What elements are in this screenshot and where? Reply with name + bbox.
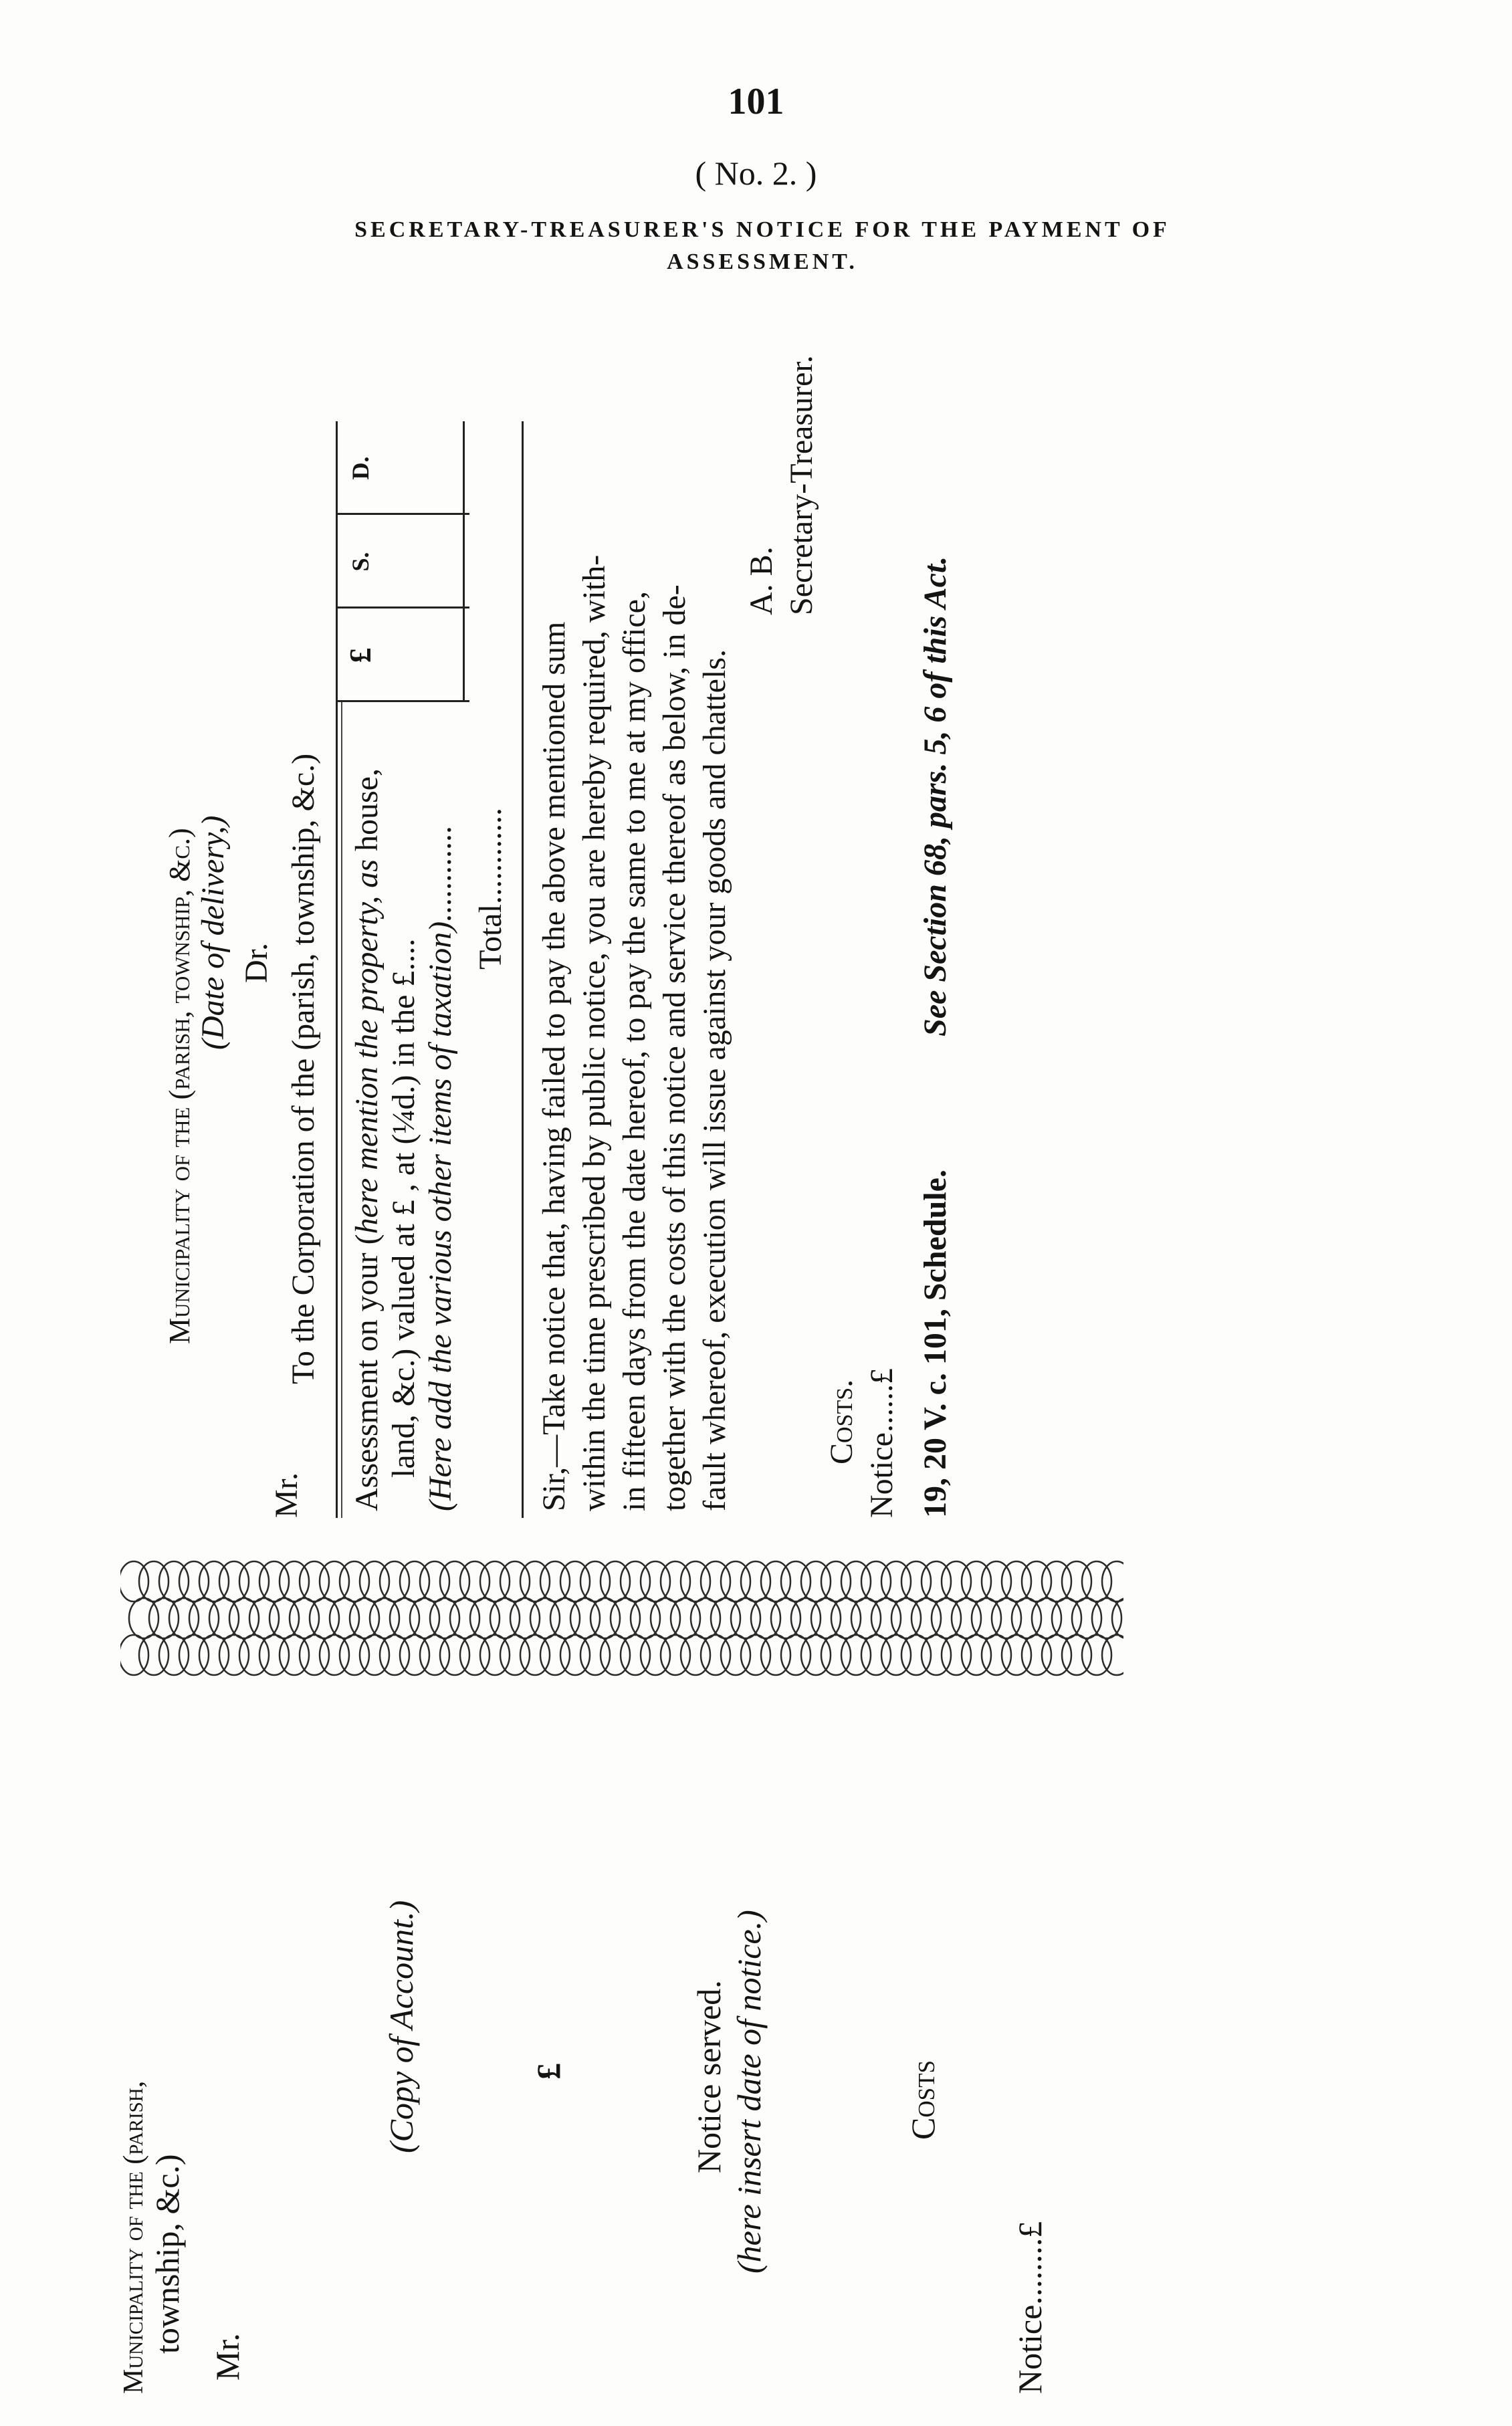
main-dr: Dr. bbox=[239, 943, 274, 983]
notice-body-line-3: in fifteen days from the date hereof, to pay the same to me at my office, bbox=[617, 591, 652, 1511]
main-municipality: Municipality of the (parish, township, &c.) bbox=[163, 828, 196, 1344]
page-number: 101 bbox=[728, 81, 784, 122]
column-pence: D. bbox=[347, 456, 374, 480]
assessment-line-2: land, &c.) valued at £ , at (¼d.) in the £.... bbox=[386, 938, 421, 1478]
account-top-rule-2 bbox=[341, 702, 342, 1518]
stub-insert-date: (here insert date of notice.) bbox=[730, 1910, 768, 2274]
signature-title: Secretary-Treasurer. bbox=[784, 355, 819, 615]
column-divider-1 bbox=[336, 700, 469, 702]
main-to-corporation: To the Corporation of the (parish, township, &c.) bbox=[286, 753, 321, 1384]
main-mr: Mr. bbox=[269, 1472, 304, 1518]
stub-costs-heading: Costs bbox=[904, 2060, 942, 2140]
total-top-rule bbox=[463, 421, 465, 702]
total-label: Total............ bbox=[473, 808, 508, 970]
notice-body-line-5: fault whereof, execution will issue against your goods and chattels. bbox=[697, 649, 732, 1511]
stub-notice-served: Notice served. bbox=[690, 1980, 728, 2173]
column-divider-2 bbox=[336, 606, 469, 609]
form-title-line1: SECRETARY-TREASURER'S NOTICE FOR THE PAYMENT OF bbox=[354, 217, 1170, 242]
notice-body-line-1: Sir,—Take notice that, having failed to pay the above mentioned sum bbox=[536, 621, 572, 1511]
column-divider-3 bbox=[336, 513, 469, 515]
notice-body-line-4: together with the costs of this notice and service thereof as below, in de- bbox=[657, 584, 692, 1511]
assessment-line-1: Assessment on your (here mention the property, as house, bbox=[349, 768, 385, 1511]
main-costs-heading: Costs. bbox=[824, 1379, 859, 1464]
column-pounds: £ bbox=[343, 647, 377, 663]
notice-body-line-2: within the time prescribed by public notice, you are hereby required, with- bbox=[576, 554, 612, 1511]
form-title-line2: ASSESSMENT. bbox=[667, 249, 858, 274]
total-bottom-rule bbox=[522, 421, 524, 1518]
section-reference: See Section 68, pars. 5, 6 of this Act. bbox=[917, 556, 953, 1036]
stub-pound: £ bbox=[530, 2063, 567, 2080]
counterfoil-stub bbox=[114, 1558, 1117, 2394]
main-notice bbox=[160, 267, 1110, 1518]
assessment-line-3: (Here add the various other items of taxation)............ bbox=[423, 824, 458, 1511]
stub-township: township, &c.) bbox=[148, 2154, 186, 2354]
form-number: ( No. 2. ) bbox=[695, 154, 817, 192]
signature-name: A. B. bbox=[744, 546, 779, 615]
stub-notice-cost: Notice........£ bbox=[1011, 2221, 1049, 2394]
statute-reference: 19, 20 V. c. 101, Schedule. bbox=[917, 1170, 953, 1518]
stub-municipality: Municipality of the (parish, bbox=[118, 2080, 149, 2394]
columns-top-rule bbox=[336, 421, 338, 702]
main-date-of-delivery: (Date of delivery,) bbox=[195, 815, 231, 1050]
column-shillings: S. bbox=[347, 552, 374, 572]
stub-copy-of-account: (Copy of Account.) bbox=[383, 1900, 420, 2153]
stub-mr: Mr. bbox=[209, 2333, 246, 2381]
main-notice-cost: Notice......£ bbox=[864, 1368, 899, 1518]
account-top-rule bbox=[336, 702, 338, 1518]
